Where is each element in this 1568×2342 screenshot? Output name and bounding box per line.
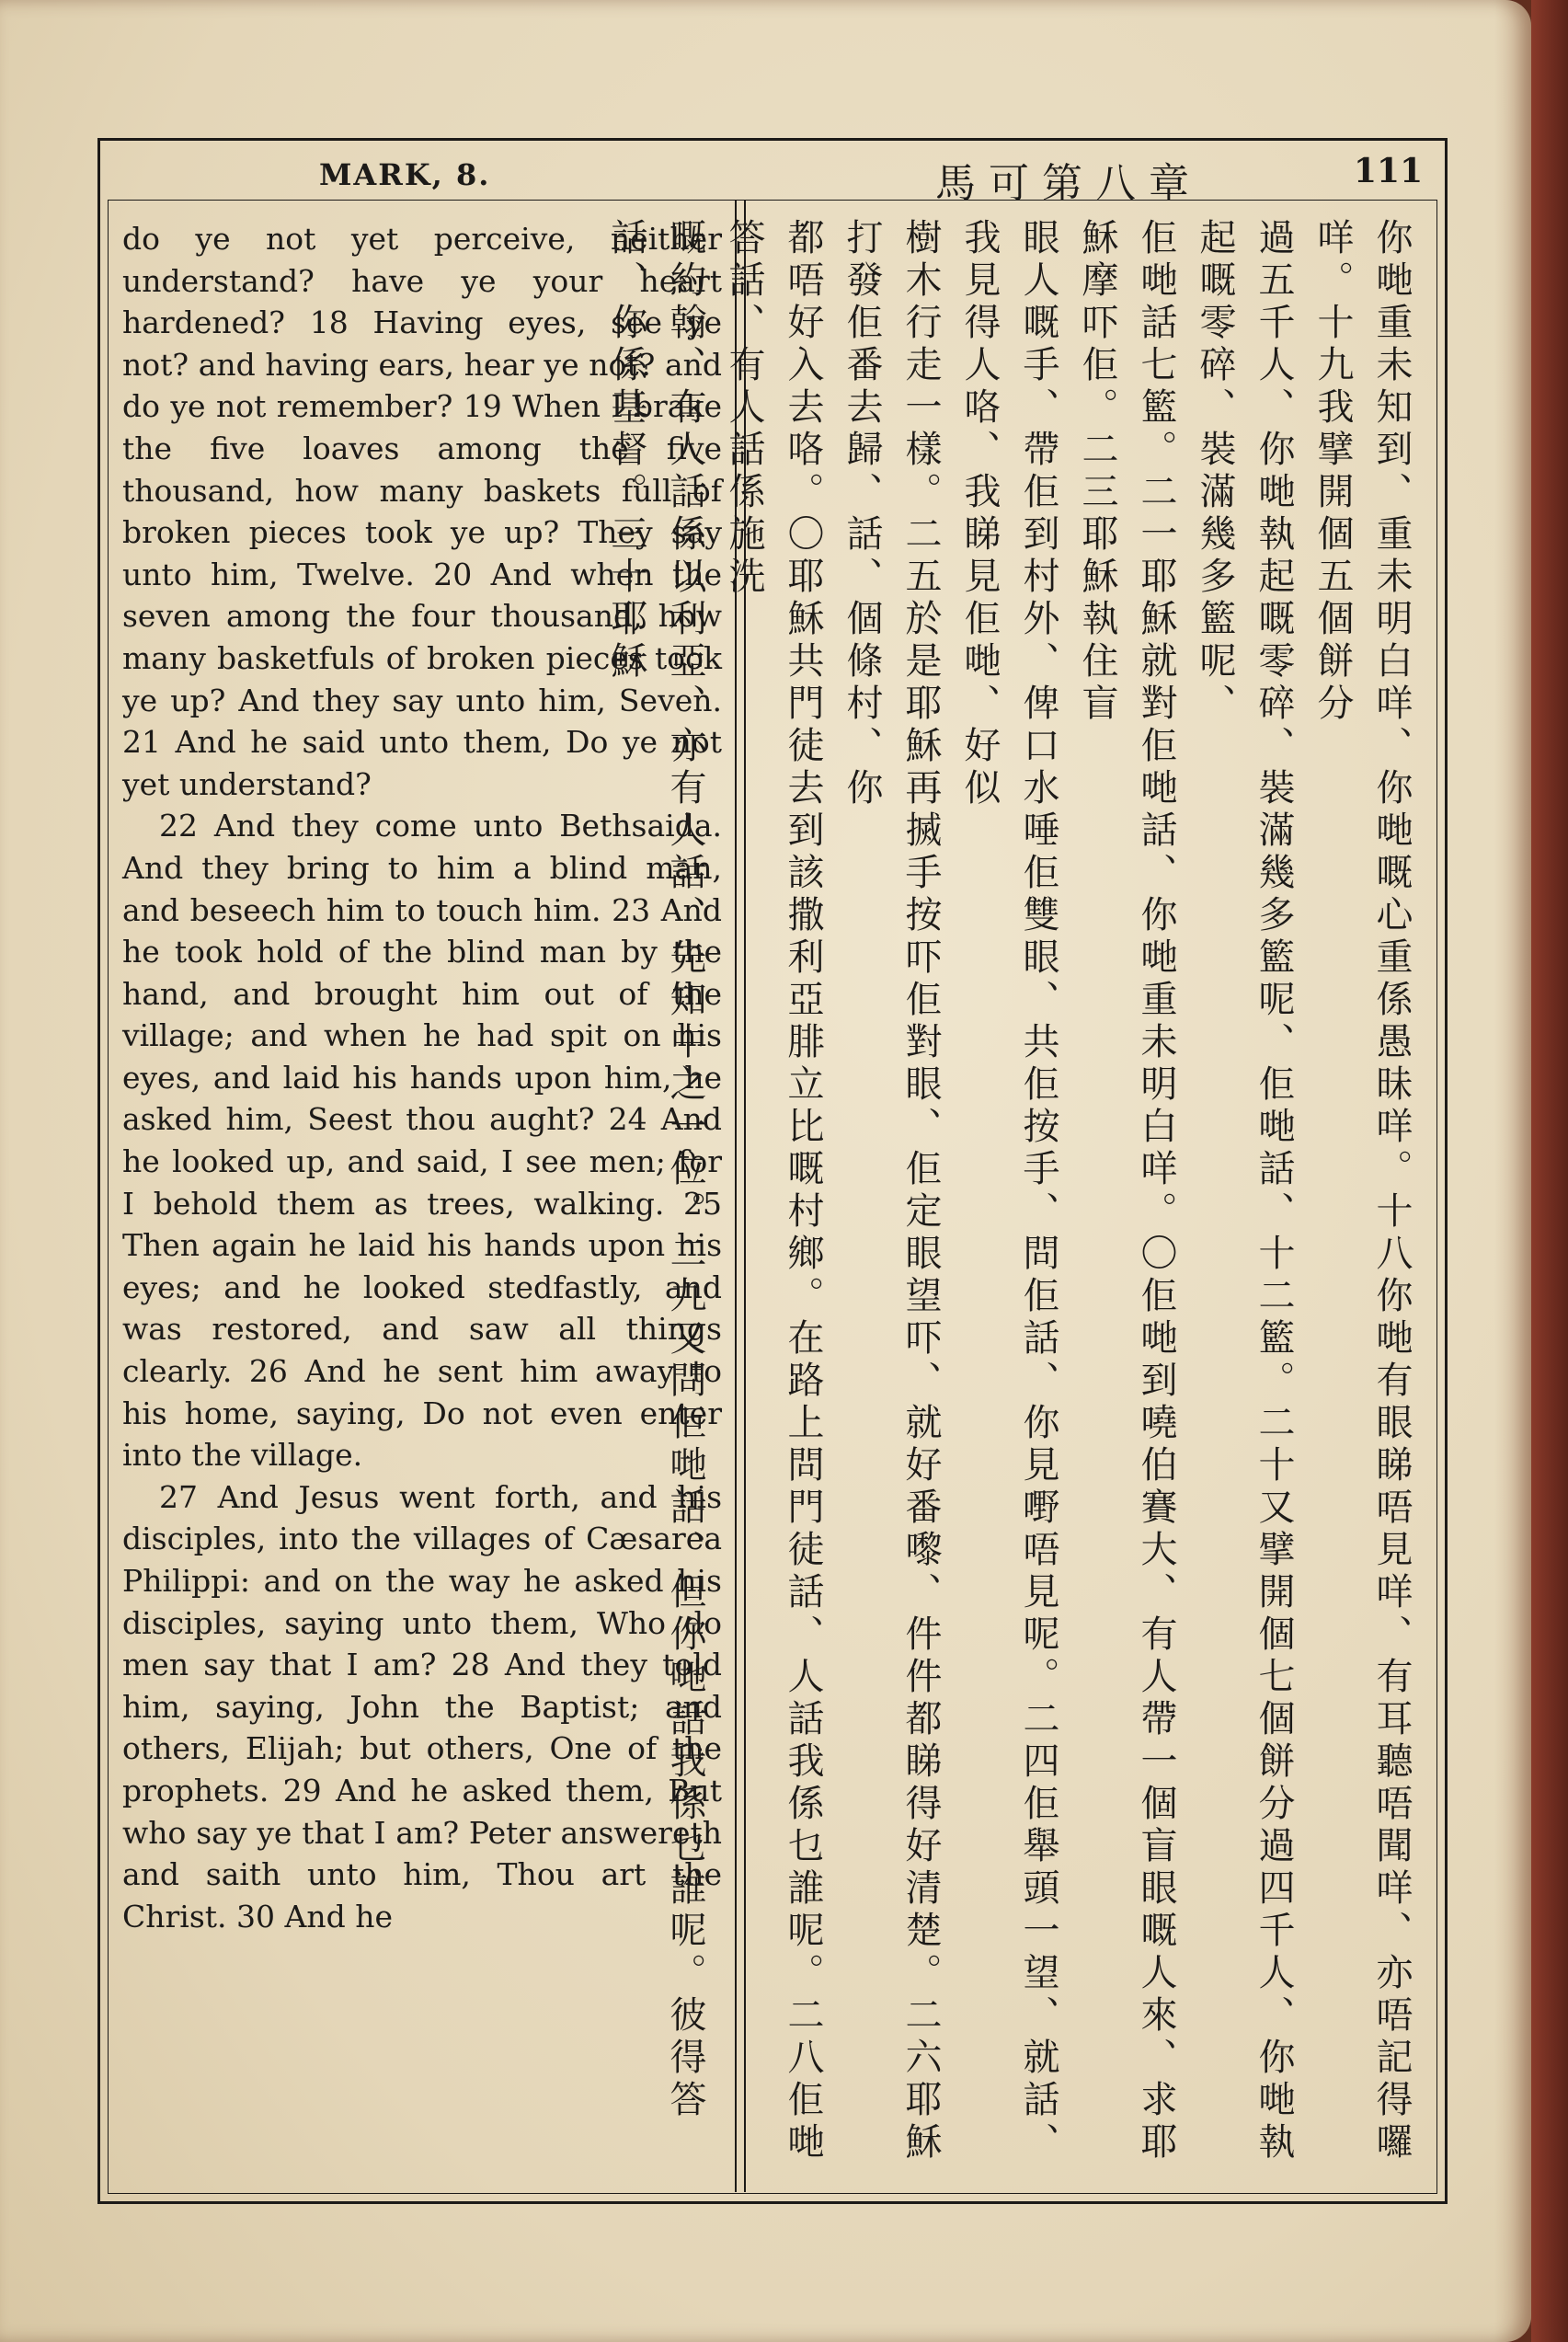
page-frame	[97, 138, 1448, 2204]
page-edge-shadow	[1494, 0, 1531, 2342]
chinese-chapter-title: 馬可第八章	[935, 160, 1202, 207]
page-number: 111	[1354, 152, 1424, 190]
page-header	[108, 141, 1436, 207]
english-paragraph: do ye not yet perceive, neither understand? have ye your heart hardened? 18 Having eyes, see ye not? and having ears, hear ye not? and do ye not remember? 19 When I brake the five loaves among the five thousand, how many baskets full of broken pieces took ye up? They say unto him, Twelve. 20 And when the seven among the four thousand, how many basketfuls of broken pieces took ye up? And they say unto him, Seven. 21 And he said unto them, Do ye not yet understand?	[122, 221, 722, 802]
chinese-text-line: 都唔好入去咯。〇耶穌共門徒去到該撒利亞腓立比嘅村鄉。在路上問門徒話、人話我係乜誰呢。二八佢哋答話、有人話係施洗	[723, 218, 824, 2164]
book-cover-edge	[1531, 0, 1568, 2342]
chinese-text-line: 過五千人、你哋執起嘅零碎、裝滿幾多籃呢、佢哋話、十二籃。二十又擘開個七個餅分過四千人、你哋執起嘅零碎、裝滿幾多籃呢、	[1194, 218, 1295, 2164]
chinese-text-line: 你哋重未知到、重未明白咩、你哋嘅心重係愚昧咩。十八你哋有眼睇唔見咩、有耳聽唔聞咩、亦唔記得囉咩。十九我擘開個五個餅分	[1311, 218, 1413, 2164]
chinese-column	[605, 218, 1425, 2187]
book-chapter-label: MARK, 8.	[319, 157, 491, 192]
chinese-text-line: 佢哋話七籃。二一耶穌就對佢哋話、你哋重未明白咩。〇佢哋到嘵伯賽大、有人帶一個盲眼嘅人來、求耶穌摩吓佢。二三耶穌執住盲	[1076, 218, 1177, 2164]
chinese-text-line: 眼人嘅手、帶佢到村外、俾口水唾佢雙眼、共佢按手、問佢話、你見嘢唔見呢。二四佢舉頭一望、就話、我見得人咯、我睇見佢哋、好似	[958, 218, 1059, 2164]
english-paragraph: 27 And Jesus went forth, and his disciples, into the villages of Cæsarea Philippi: and on the way he asked his disciples, saying unto them, Who do men say that I am? 28 And they told him, saying, John the Baptist; and others, Elijah; but others, One of the prophets. 29 And he asked them, But who say ye that I am? Peter answereth and saith unto him, Thou art the Christ. 30 And he	[122, 1478, 722, 1934]
chinese-text-line: 嘅約翰、有人話係以利亞、亦有人話、先知中之一位。二九又問佢哋話、但你哋話我係乜誰呢。彼得答話、你係基督。三十耶穌	[605, 218, 706, 2122]
english-paragraph: 22 And they come unto Bethsaida. And they bring to him a blind man, and beseech him to touch him. 23 And he took hold of the blind man by the hand, and brought him out of the village; and when he had spit on his eyes, and laid his hands upon him, he asked him, Seest thou aught? 24 And he looked up, and said, I see men; for I behold them as trees, walking. 25 Then again he laid his hands upon his eyes; and he looked stedfastly, and was restored, and saw all things clearly. 26 And he sent him away to his home, saying, Do not even enter into the village.	[122, 808, 722, 1474]
chinese-text-line: 樹木行走一樣。二五於是耶穌再搣手按吓佢對眼、佢定眼望吓、就好番嚟、件件都睇得好清楚。二六耶穌打發佢番去歸、話、個條村、你	[841, 218, 942, 2164]
